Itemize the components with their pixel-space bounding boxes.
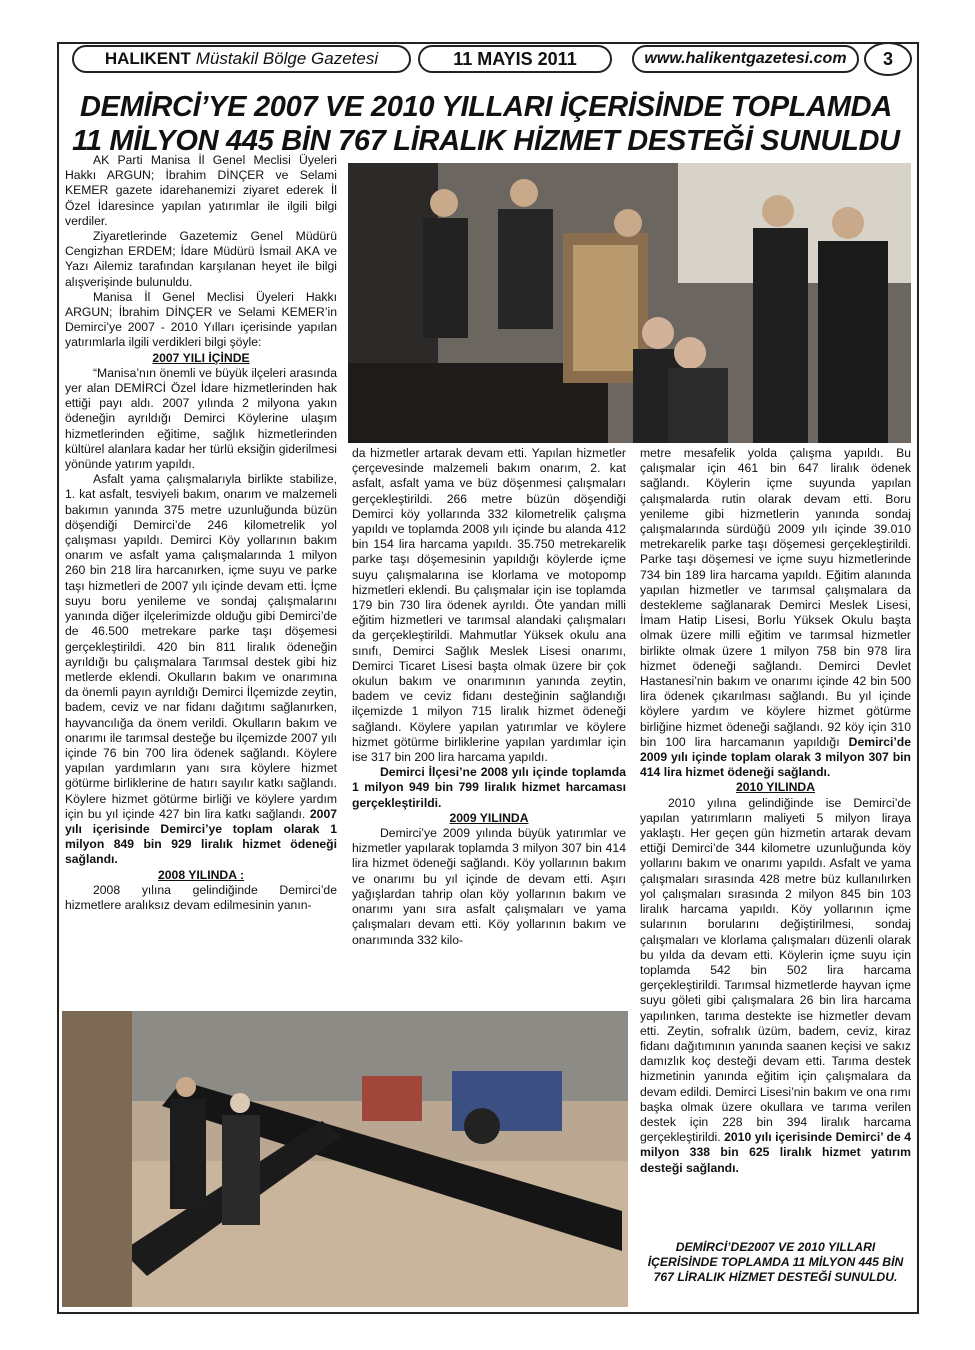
summary-2008-text: Demirci İlçesi’ne 2008 yılı içinde toplamda 1 milyon 949 bin 799 liralık hizmet harcaması gerçekleştirildi.	[352, 765, 626, 810]
summary-2010: 2010 yılı içerisinde Demirci’ de 4 milyon 338 bin 625 liralık hizmet yatırım desteği sağlandı.	[640, 1130, 912, 1175]
paragraph-text: metre mesafelik yolda çalışma yapıldı. Bu çalışmalar için 461 bin 647 liralık ödenek sağlandı. Köylerin içme suyunda yapılan çalışmalarda rutin olarak devam etti. Boru yenileme gibi hizmetlerin yanında sondaj çalışmalarında sürdüğü 2009 yılı içinde 39.010 metrekarelik parke taşı döşemesi gerçekleştirildi. Parke taşı döşemesi ve içme suyu hizmetlerinde 734 bin 189 lira harcama yapıldı. Eğitim alanında yapılan hizmetler ve tarımsal çalışmalara da destekleme sağlanarak Demirci Meslek Lisesi, İmam Hatip Lisesi, Borlu Yüksek Okulu başta olmak üzere milli eğitim ve tarımsal hizmetler birlikte olmak üzere 1 milyon 758 bin 978 lira hizmet ödeneği sağlandı. Demirci Devlet Hastanesi’nin bakım ve onarımı içinde 42 bin 500 lira ödenek çıkarılması sağlandı. Bu yıl içinde köylere yardım ve köylere hizmet götürme birliğine hizmet ödeneği sağlandı. 92 köy için 310 bin 100 lira harcamanın yapıldığı	[640, 446, 911, 749]
subheading-2007: 2007 YILI İÇİNDE	[152, 350, 250, 365]
subheading-2010: 2010 YILINDA	[735, 780, 816, 795]
article-column-3	[640, 446, 911, 1176]
paper-name	[72, 45, 411, 73]
paragraph: AK Parti Manisa İl Genel Meclisi Üyeleri Hakkı ARGUN; İbrahim DİNÇER ve Selami KEMER gazete idarehanemizi ziyaret ederek İl Özel İdaresince yapılan yatırımlar ile ilgili bilgi verdiler.	[65, 153, 337, 228]
summary-2009: Demirci’de 2009 yılı içinde toplam olarak 3 milyon 307 bin 414 lira hizmet ödeneği sağlandı.	[640, 734, 911, 780]
paragraph: “Manisa’nın önemli ve büyük ilçeleri arasında yer alan DEMİRCİ Özel İdare hizmetlerinden hak ettiği payı aldı. 2007 yılında 2 milyona yakın ödeneğin ayrıldığı Demirci Köylerine ulaşım hizmetlerinden eğitime, sağlık hizmetlerinden kültürel alanlara kadar her türlü eksiğin giderilmesi yönünde yatırım yapıldı.	[65, 365, 337, 472]
paragraph: Ziyaretlerinde Gazetemiz Genel Müdürü Cengizhan ERDEM; İdare Müdürü İsmail AKA ve Yazı Ailemiz tarafından karşılanan heyet ile bilgi alışverişinde bulunuldu.	[65, 229, 337, 289]
group-photo-image	[348, 163, 911, 443]
page-number: 3	[864, 42, 912, 76]
closing-statement: DEMİRCİ’DE2007 VE 2010 YILLARI İÇERİSİNDE TOPLAMDA 11 MİLYON 445 BİN 767 LİRALIK HİZMET DESTEĞİ SUNULDU.	[647, 1240, 904, 1285]
paragraph: Demirci’ye 2009 yılında büyük yatırımlar ve hizmetler yapılarak toplamda 3 milyon 307 bin 414 lira hizmet ödeneği sağlandı. Köy yollarının bakım ve onarımı bu yıl içinde de devam etti. Aşırı yağışlardan tahrip olan köy yollarının bakım ve onarımı yanı sıra asfalt çalışmaları ve yama çalışmaları devam etti. Köy yollarının bakım ve onarımında 332 kilo-	[352, 826, 626, 947]
summary-2007: 2007 yılı içerisinde Demirci’ye toplam olarak 1 milyon 849 bin 929 liralık hizmet ödeneği sağlandı.	[65, 806, 338, 867]
subheading-2008: 2008 YILINDA :	[157, 867, 245, 882]
article-column-2	[352, 446, 626, 948]
subheading-2009: 2009 YILINDA	[449, 810, 529, 825]
paragraph	[65, 472, 337, 867]
paragraph	[640, 796, 911, 1176]
pipe-photo-image	[62, 1011, 628, 1307]
paper-name-rest: Müstakil Bölge Gazetesi	[195, 49, 379, 68]
paper-name-bold: HALIKENT	[104, 49, 191, 68]
paragraph: 2008 yılına gelindiğinde Demirci’de hizmetlere aralıksız devam edilmesinin yanın-	[65, 882, 337, 912]
article-column-1	[65, 153, 337, 913]
paragraph	[640, 446, 911, 780]
headline-line-1: DEMİRCİ’YE 2007 VE 2010 YILLARI İÇERİSİNDE TOPLAMDA	[80, 91, 892, 123]
pipe-photo	[62, 1011, 628, 1307]
headline-line-2: 11 MİLYON 445 BİN 767 LİRALIK HİZMET DESTEĞİ SUNULDU	[72, 125, 900, 157]
paragraph-text: 2010 yılına gelindiğinde ise Demirci’de yapılan yatırımların maliyeti 5 milyon liraya yaklaştı. Her geçen gün hizmetin artarak devam ettiği Demirci’de 344 kilometre uzunluğunda köy yollarını bakım ve onarımı yapıldı. Asfalt ve yama çalışmaları sırasında 428 metre büz kullanılırken yol çalışmaları sırasında 2 milyon 845 bin 103 liralık harcama yapıldı. Köy yollarının içme sularının borularını değiştirilmesi, sondaj çalışmaları ve klorlama çalışmaları düzenli olarak bu yılda da devam etti. Köylerin içme suyu için toplamda 542 bin 502 lira harcama gerçekleştirildi. Tarımsal hizmetlerde hayvan içme suyu göleti gibi çalışmalara 26 bin lira harcama yapılınken, tarıma destekte ise hizmetler devam etti. Zeytin, sofralık üzüm, badem, ceviz, kiraz fidanı dağıtımının yanında saanen keçisi ve sakız damızlık koç desteği devam etti. Tarıma destek hizmetinin yanında eğitim için çalışmalara da devam edildi. Demirci Lisesi’nin bakım ve ona rımı başka olmak üzere okullara ve tarıma verilen destek için 228 bin 394 liralık harcama gerçekleştirildi.	[640, 795, 911, 1145]
group-photo	[348, 163, 911, 443]
paragraph: da hizmetler artarak devam etti. Yapılan hizmetler çerçevesinde malzemeli bakım onarım, 2. kat asfalt, asfalt yama ve büz döşenmesi çalışmaları gerçekleştirildi. 266 metre büzün döşendiği Demirci köy yollarında 332 kilometrelik çalışma yapıldı ve toplamda 2008 yılı içinde bu alanda 412 bin 154 lira harcama yapıldı. 35.750 metrekarelik parke taşı döşemesinin yapıldığı köylerde içme suyu çalışmalarına ise klorlama ve motopomp hizmetleri eklendi. Bu çalışmalar için ise toplamda 179 bin 730 lira ödenek ayrıldı. Öte yandan milli eğitim hizmetleri ve tarımsal alandaki çalışmaları da gerçekleştirildi. Mahmutlar Yüksek okulu ana sınıfı, Demirci Sağlık Meslek Lisesi onarımı, Demirci Ticaret Lisesi başta olmak üzere bir çok okulun bakım ve onarımının yanında zeytin, badem ve ceviz fidanı desteğinin sağlandığı ilçemizde 1 milyon 715 liralık hizmet ödeneği sağlandı. Köylere yapılan yatırımlar ve köylere hizmet götürme birliklerine yapılan yardımlar için ise 317 bin 200 lira harcama yapıldı.	[352, 446, 626, 765]
website-url[interactable]: www.halikentgazetesi.com	[632, 45, 859, 73]
paragraph-text: Asfalt yama çalışmalarıyla birlikte stabilize, 1. kat asfalt, tesviyeli bakım, onarım ve malzemeli bakımın yanında 375 metre uzunluğunda büzün döşendiği Demirci’de 246 kilometrelik yol çalışması yapıldı. Demirci Köy yollarının bakım onarım ve asfalt yama çalışmalarında 1 milyon 260 bin 218 lira harcanırken, içme suyu ve parke taşı hizmetleri de 2007 yılı içinde devam etti. İçme suyu boru yenileme ve sondaj çalışmalarını yanında diğer ilçelerimizde olduğu gibi Demirci’de de 46.500 metrekare parke taşı döşemesi gerçekleştirildi. 420 bin 811 liralık ödeneğin ayrıldığı bu çalışmalara Tarımsal destek gibi hiz metlerde eklendi. Okulların bakım ve onarımına da önemli payın ayrıldığı Demirci İlçemizde zeytin, badem, ceviz ve nar fidanı dağıtımı sağlanırken, hayvancılığa da önem verildi. Okulların bakım ve onarımı ile tarımsal desteğe bu ilçemizde 2007 yılı içinde 76 bin 700 lira ödenek sağlandı. Köylere yapılan yardımların yanı sıra köylere hizmet götürme birliklerine de hatırı sayılır katkı sağlandı. Köylere hizmet götürme birliği ve köylere yardım için bu yıl içinde 427 bin lira katkı sağlandı.	[65, 472, 337, 821]
issue-date: 11 MAYIS 2011	[418, 45, 612, 73]
paragraph: Manisa İl Genel Meclisi Üyeleri Hakkı ARGUN; İbrahim DİNÇER ve Selami KEMER’in Demirci’ye 2007 - 2010 Yılları içerisinde yapılan yatırımlarla ilgili verdikleri bilgi şöyle:	[65, 289, 337, 350]
summary-2008	[352, 765, 626, 811]
